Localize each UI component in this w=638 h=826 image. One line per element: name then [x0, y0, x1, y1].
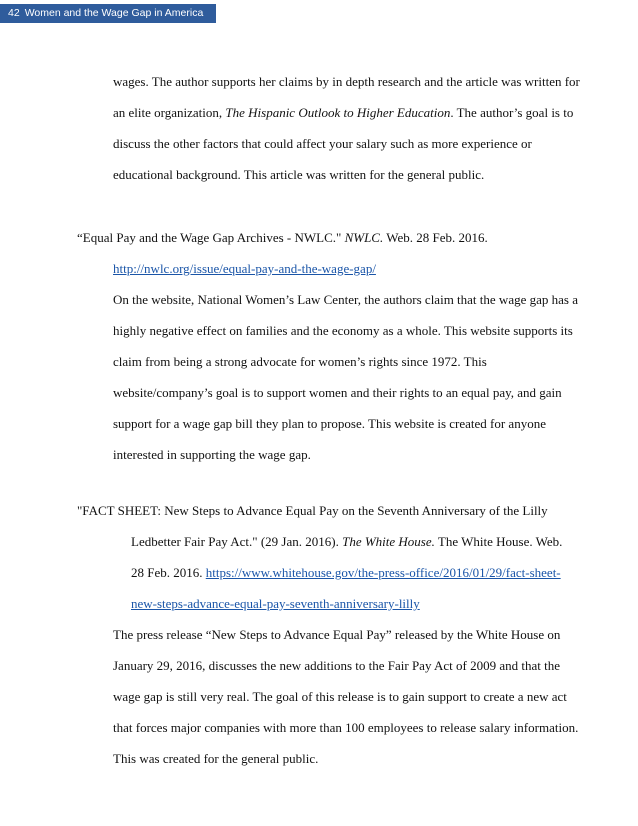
whitehouse-link-part-1[interactable]: https://www.whitehouse.gov/the-press-office/2016/01/29/fact-sheet-	[205, 565, 561, 580]
entry3-citation-line-2-end: The White House. Web.	[434, 534, 563, 549]
whitehouse-link-part-2[interactable]: new-steps-advance-equal-pay-seventh-anniversary-lilly	[131, 596, 420, 611]
entry1-line-3: discuss the other factors that could affect your salary such as more experience or	[113, 136, 532, 151]
entry3-citation-line-1: "FACT SHEET: New Steps to Advance Equal Pay on the Seventh Anniversary of the Lilly	[77, 503, 548, 518]
entry3-url-line	[131, 596, 420, 612]
entry3-annotation-line-1: The press release “New Steps to Advance Equal Pay” released by the White House on	[113, 627, 561, 642]
page-number: 42	[8, 7, 20, 19]
entry2-url-line	[113, 261, 376, 277]
entry3-publication-italic: The White House.	[342, 534, 435, 549]
publication-title: The Hispanic Outlook to Higher Education	[225, 105, 451, 120]
entry2-citation	[77, 230, 488, 246]
nwlc-link[interactable]: http://nwlc.org/issue/equal-pay-and-the-wage-gap/	[113, 261, 376, 276]
entry3-annotation-line-5: This was created for the general public.	[113, 751, 319, 766]
entry3-annotation-line-2: January 29, 2016, discusses the new additions to the Fair Pay Act of 2009 and that the	[113, 658, 560, 673]
entry1-line-2-start: an elite organization,	[113, 105, 226, 120]
entry1-line-2-end: . The author’s goal is to	[450, 105, 574, 120]
entry2-annotation-line-2: highly negative effect on families and the economy as a whole. This website supports its	[113, 323, 573, 338]
entry3-annotation-line-3: wage gap is still very real. The goal of this release is to gain support to create a new act	[113, 689, 567, 704]
entry3-citation-line-3-start: 28 Feb. 2016.	[131, 565, 206, 580]
entry2-annotation-line-3: claim from being a strong advocate for women’s rights since 1972. This	[113, 354, 487, 369]
entry2-annotation-line-5: support for a wage gap bill they plan to propose. This website is created for anyone	[113, 416, 546, 431]
page-header-banner	[0, 4, 216, 23]
entry2-annotation-line-1: On the website, National Women’s Law Center, the authors claim that the wage gap has a	[113, 292, 578, 307]
entry3-annotation-line-4: that forces major companies with more than 100 employees to release salary information.	[113, 720, 579, 735]
entry3-citation-line-3	[131, 565, 561, 581]
entry3-citation-line-2-start: Ledbetter Fair Pay Act." (29 Jan. 2016).	[131, 534, 343, 549]
entry2-citation-italic: NWLC.	[344, 230, 384, 245]
entry2-citation-end: Web. 28 Feb. 2016.	[383, 230, 488, 245]
entry2-citation-start: “Equal Pay and the Wage Gap Archives - NWLC."	[77, 230, 345, 245]
entry1-line-2	[113, 105, 573, 121]
entry2-annotation-line-4: website/company’s goal is to support women and their rights to an equal pay, and gain	[113, 385, 562, 400]
entry3-citation-line-2	[131, 534, 562, 550]
running-title: Women and the Wage Gap in America	[24, 7, 204, 19]
entry1-line-1: wages. The author supports her claims by in depth research and the article was written for	[113, 74, 580, 89]
entry2-annotation-line-6: interested in supporting the wage gap.	[113, 447, 311, 462]
entry1-line-4: educational background. This article was written for the general public.	[113, 167, 485, 182]
